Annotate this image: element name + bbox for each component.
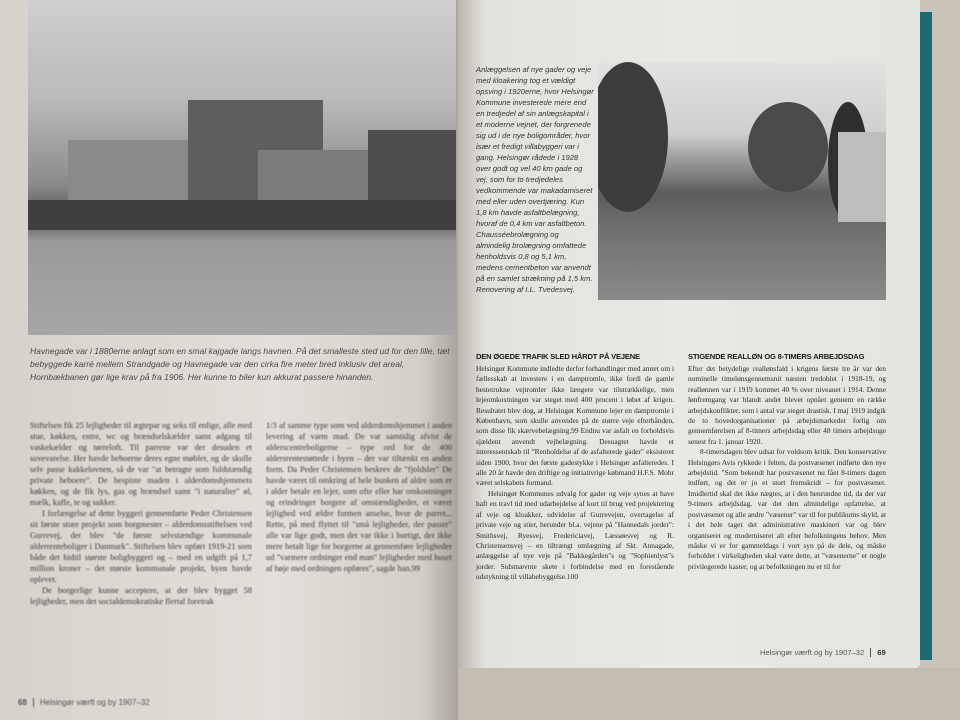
section-heading: DEN ØGEDE TRAFIK SLED HÅRDT PÅ VEJENE: [476, 352, 640, 361]
section-wages: [688, 352, 886, 572]
paragraph: De borgerlige kunne acceptere, at der blev bygget 58 lejligheder, men det socialdemokratiske flertal foretrak: [30, 586, 252, 606]
paragraph: Helsingør Kommune indledte derfor forhandlinger med amtet om i fællesskab at investere i en damptromle, ikke fordi de gamle hestetrukne vejtromler ikke længere var tilstrækkelige, men lejeomkostningen var steget med 400 procent i løbet af krigen. Resultatet blev dog, at Helsingør Kommune lejer en damptromle i København, som skulle anvendes på de større veje efterhånden, som disse fik skærvebelægning.99 Endnu var asfalt en forholdsvis sjældent anvendt vejbelægning. Desuagtet havde et interessentskab til "Renholdelse af de asfalterede gader" eksisteret siden 1900, hvor det første gadestykke i Helsingør asfalteredes. I alle 20 år havde den driftige og initiativrige købmand H.F.S. Mohr været selskabets formand.: [476, 364, 674, 488]
page-edge: [918, 12, 932, 660]
page-number: 68: [18, 698, 34, 707]
left-column-2: [266, 420, 452, 574]
table-surface: [458, 668, 960, 720]
paragraph: I forlængelse af dette byggeri gennemførte Peder Christensen sit første store projekt som borgmester – alderdomsstiftelsen ved Gurrevej, der blev "de første selvstændige kommunale alderrenteboliger i Danmark". Stiftelsen blev opført 1919-21 som både det hidtil største boligbyggeri og – med en udgift på 1,7 million kroner – det største kommunale projekt, byen havde oplevet.: [30, 509, 252, 584]
paragraph: Efter det betydelige reallønsfald i krigens første tre år var den nominelle timelønsgennemsnit næsten tredoblet i 1918-19, og reallønnen var i 1919 kommet 40 % over niveauet i 1914. Denne lønfremgang var blandt andet blevet opnået gennem en række arbejdskonflikter, som i antal var steget drastisk. I maj 1919 indgik de to hovedorganisationer på arbejdsmarkedet forlig om gennemførelsen af 8-timers arbejdsdag eller 48 timers arbejdsuge senest fra 1. januar 1920.: [688, 364, 886, 446]
street-photo: [598, 62, 886, 300]
running-title: Helsingør værft og by 1907–32: [760, 648, 865, 657]
paragraph: Stiftelsen fik 25 lejligheder til ægtepar og seks til enlige, alle med stue, køkken, entre, wc og brændselskælder samt adgang til vaskekælder og tørreloft. Til parrene var der desuden et sovevarelse. Her havde beboerne deres egne møbler, og de skulle selv passe kakkelovnen, så de var "at betragte som fuldstændig private beboere". De bespiste maden i alderdomshjemmets køkken, og de fik lys, gas og brændsel samt "i naturalier" øl, mælk, kaffe, te og sukker.: [30, 421, 252, 507]
page-number: 69: [870, 648, 885, 657]
paragraph: Helsingør Kommunes udvalg for gader og veje synes at have haft en travl tid med udarbejdelse af kort til brug ved projektering af veje og kloakker, udvidelse af Gurrevejen, overtagelse af private veje og stier, herunder bl.a. vejene på "Hannedals jorder": Smithsvej, Ryesvej, Fredericiavej, Læssøesvej og R. Christensensvej – en tiltrængt omlægning af Skt. Annagade, anlæggelse af nye veje på "Bakkegården"s og "Sophienlyst"s jorder. Sidstnævnte skete i forbindelse med en forestående udstykning til villabebyggelse.100: [476, 488, 674, 582]
section-roads: [476, 352, 674, 583]
paragraph: 1/3 af samme type som ved alderdomshjemmet i anden levering af varm mad. De var samtidig afvist de alderscentreboligerne – type ord for de 400 aldersrentestøttede i byen – der var tiltænkt en anden form. Da Peder Christensen beskrev de "fjoldsler" De havde været til omkring af hele bunken af aldre som er i alder betale en lejer, som ofte eller har omkostninger og erindringer borgere af omstændigheder, et været lejlighed ved ældre formen anselse, hvor de parret... Rette, på med flyttet til "små lejligheder, der passer" alle var lige godt, men det var ikke i hurtigt, der ikke mere betalt lige for borgerne at gennemføre lejligheder ud "varmere ordninger end man" lejligheder med huset af høje med ordningen opføres", sagde han.99: [266, 421, 452, 573]
right-footer: [760, 648, 886, 658]
sidebar-note: Anlæggelsen af nye gader og veje med kloakering tog et vældigt opsving i 1920erne, hvor Helsingør Kommune investerede mere end en tredjedel af sin anlægskapital i et moderne vejnet, der forgrenede sig ud i de nye boligområder, hvor især et fredigt villabyggeri var i gang. Helsingør rådede i 1928 over godt og vel 40 km gade og vej, som for to tredjedeles vedkommende var makadamiseret med eller uden overtjæring. Kun 1,8 km havde asfaltbelægning, hvoraf de 0,4 km var asfaltbeton. Chausséebrolægning og almindelig brolægning omfattede henholdsvis 0,8 og 5,1 km, medens cementbeton var anvendt på en samlet strækning på 1,5 km. Renovering af I.L. Tvedesvej.: [476, 65, 594, 294]
left-footer: [18, 698, 150, 708]
paragraph: 8-timersdagen blev udsat for voldsom kritik. Den konservative Helsingørs Avis rykkede i felten, da postvæsenet indførte den nye arbejdstid. "Som bekendt har postvæsenet nu fået 8-timers dagen indført, og det er jo et stort fremskridt – for postvæsenet. Imidlertid skal det ikke nægtes, at i den henrundne tid, da der var 9-timers arbejdsdag, var det den almindelige opfattelse, at postvæsenet og alle andre "væsener" var til for publikums skyld, at i det hele taget det administrative maskineri var og blev organiseret og moderniseret alt efter befolkningens behov. Men måske vi er for gammeldags i vort syn på de dele, og måske forholdet i virkeligheden skal være dette, at "væsenerne" er nogle privilegerede kaster, og at befolkningen nu er til for: [688, 447, 886, 571]
section-heading: STIGENDE REALLØN OG 8-TIMERS ARBEJDSDAG: [688, 352, 865, 361]
harbor-photo: [28, 0, 456, 335]
running-title: Helsingør værft og by 1907–32: [39, 698, 150, 707]
left-page: [0, 0, 458, 720]
left-column-1: [30, 420, 252, 607]
photo-caption: Havnegade var i 1880erne anlagt som en smal kajgade langs havnen. På det smalleste sted ud for den lille, tæt bebyggede karré mellem Strandgade og Havnegade var den cirka fire meter bred inklusiv det areal, Hornbækbanen gør lige krav på fra 1906. Her kunne to biler kun akkurat passere hinanden.: [30, 346, 450, 382]
